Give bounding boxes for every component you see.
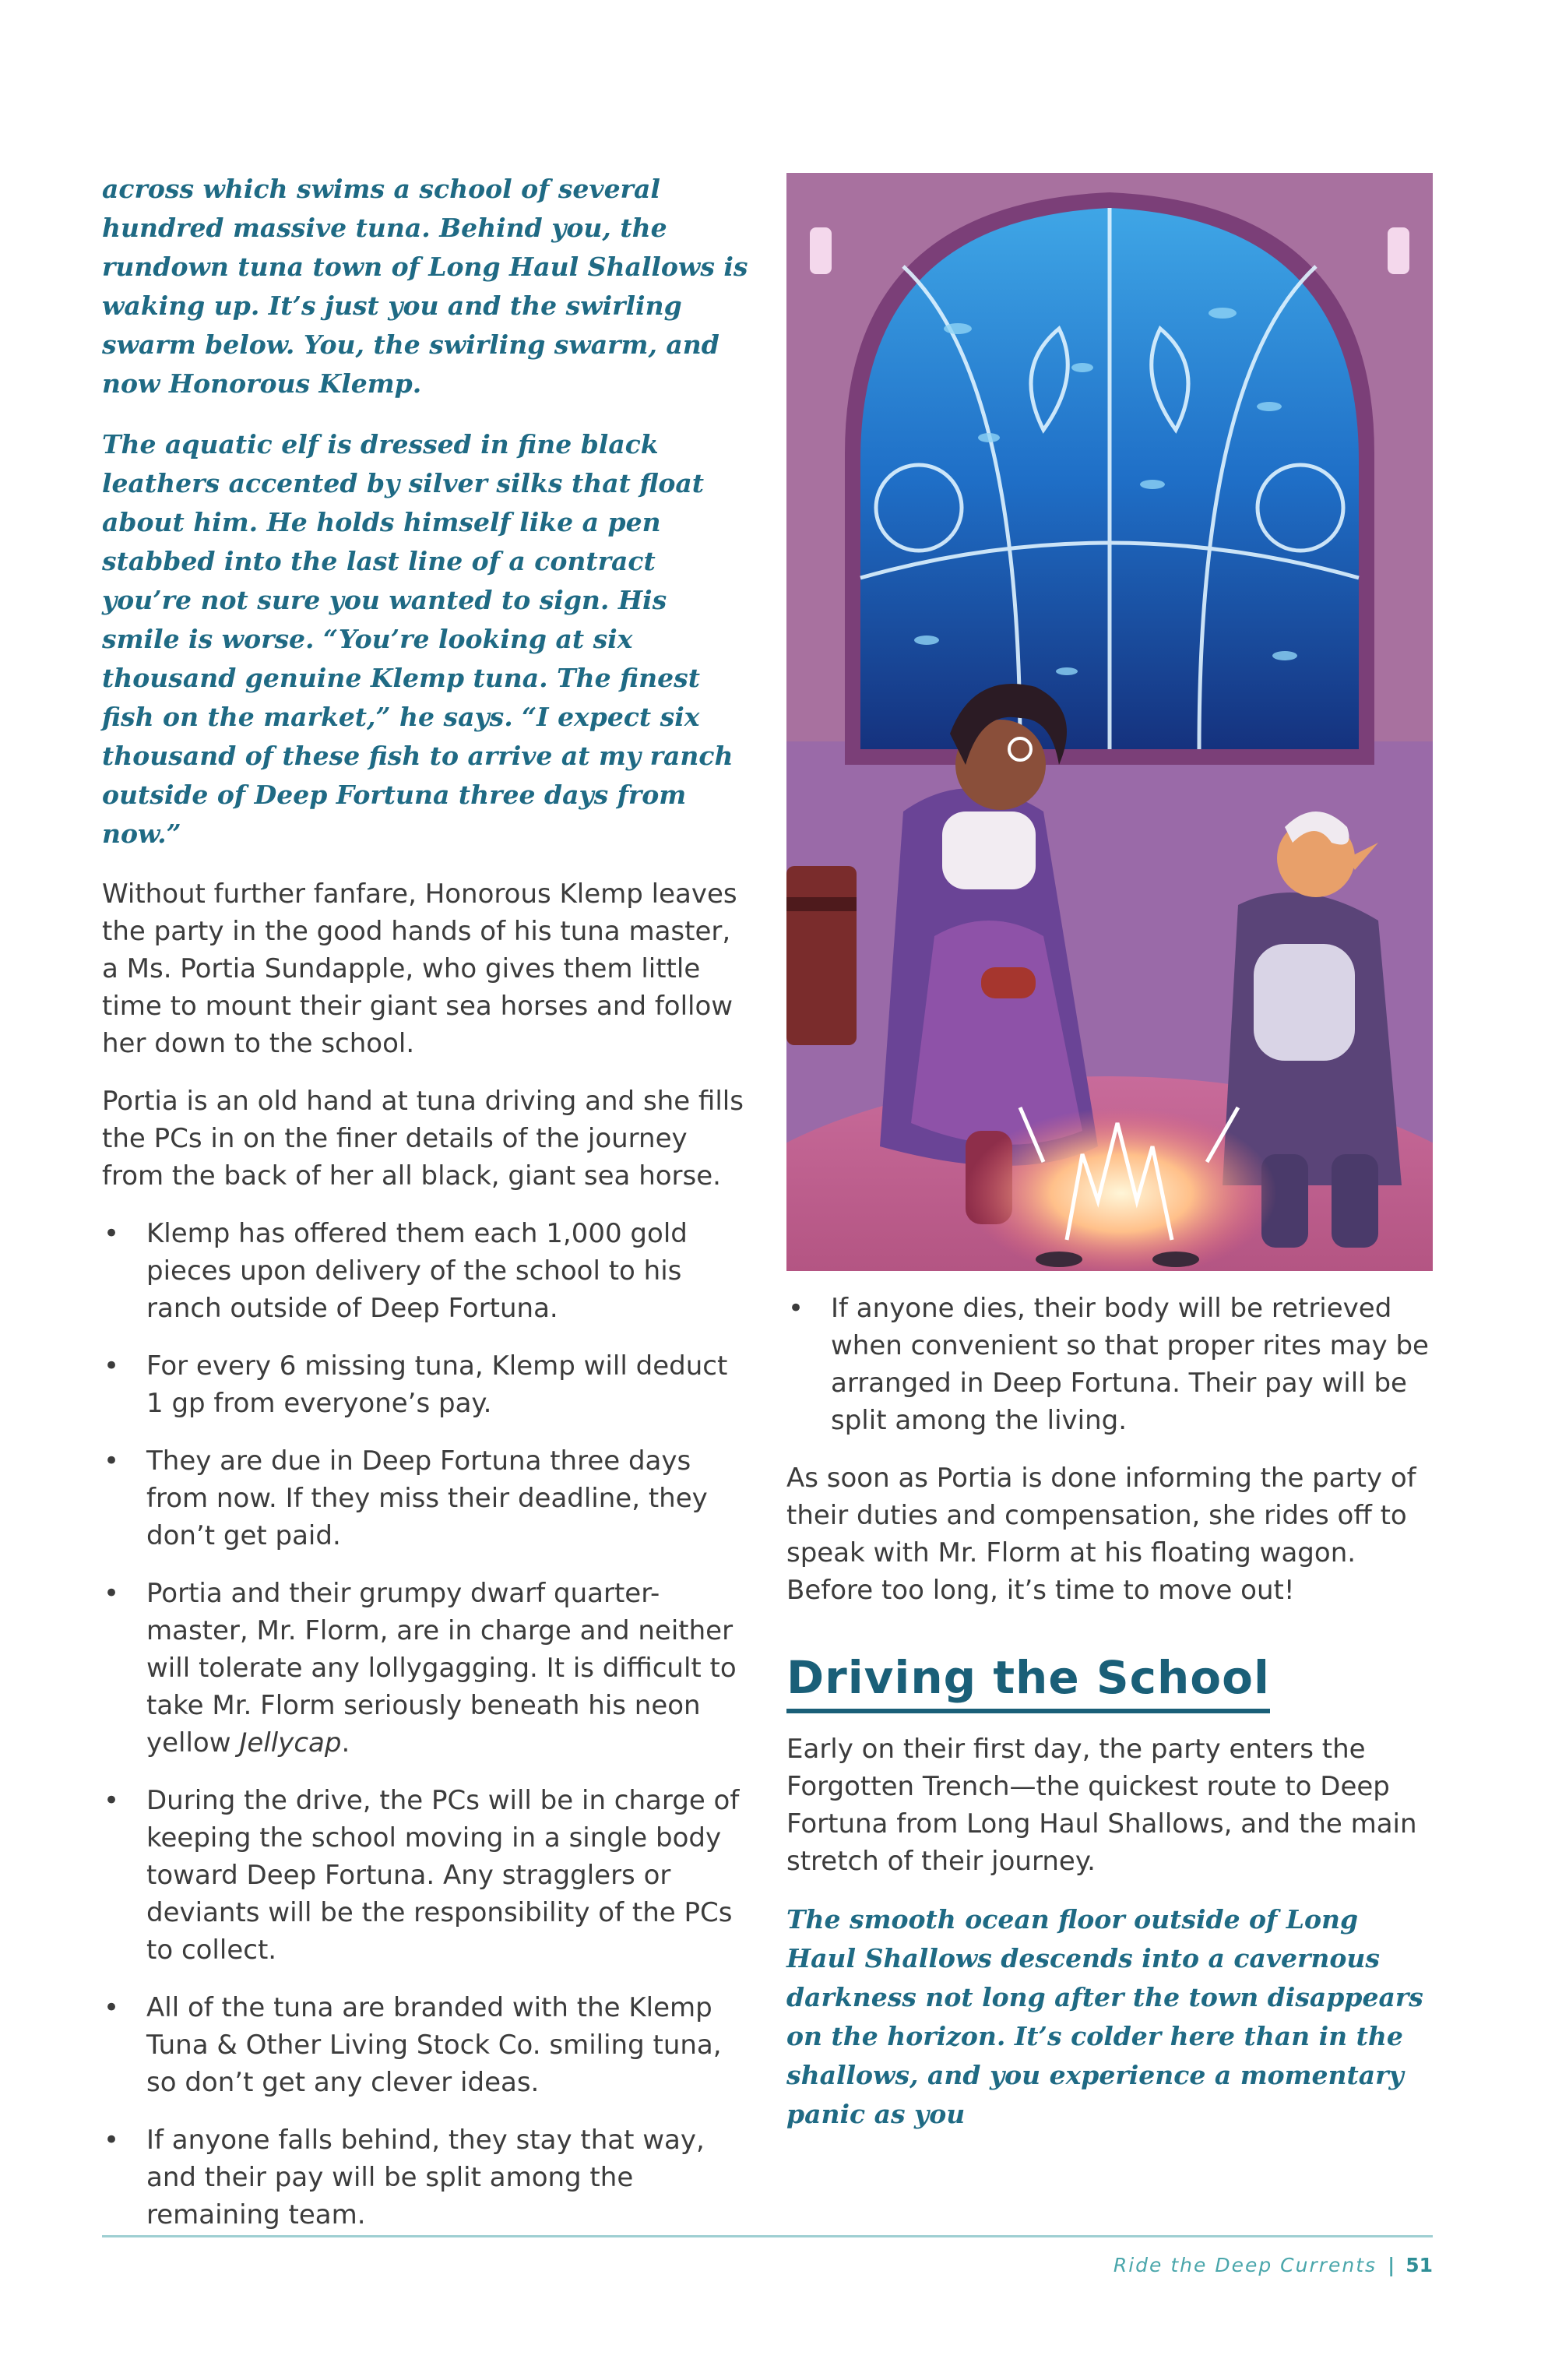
illustration-art xyxy=(786,173,1433,1271)
list-item: • Klemp has offered them each 1,000 gold pieces upon delivery of the school to his ranch outside of Deep Fortuna. xyxy=(102,1215,750,1327)
flavor-text-2: The aquatic elf is dressed in fine black leathers accented by silver silks that float about him. He holds himself like a pen stabbed into the last line of a contract you’re not sure you wanted to sign. His smile is worse. “You’re looking at six thousand genuine Klemp tuna. The finest fish on the market,” he says. “I expect six thousand of these fish to arrive at my ranch outside of Deep Fortuna three days from now.” xyxy=(102,429,734,849)
bullet-icon: • xyxy=(104,1350,120,1382)
bullet-icon: • xyxy=(104,1578,120,1609)
footer-separator: | xyxy=(1388,2254,1395,2276)
bullet-icon: • xyxy=(788,1293,804,1324)
paragraph-1: Without further fanfare, Honorous Klemp leaves the party in the good hands of his tuna master, a Ms. Portia Sundapple, who gives them little time to mount their giant sea horses and follow her down to the school. xyxy=(102,878,737,1059)
flavor-text-3: The smooth ocean floor outside of Long Haul Shallows descends into a cavernous darkness not long after the town disappears on the horizon. It’s colder here than in the shallows, and you experience a momentary panic as you xyxy=(786,1904,1423,2129)
paragraph-3: As soon as Portia is done informing the party of their duties and compensation, she rides off to speak with Mr. Florm at his floating wagon. Before too long, it’s time to move out! xyxy=(786,1463,1416,1606)
section-heading: Driving the School xyxy=(786,1651,1270,1713)
right-column xyxy=(786,1290,1433,2156)
list-item: • For every 6 missing tuna, Klemp will deduct 1 gp from everyone’s pay. xyxy=(102,1347,750,1422)
book-title: Ride the Deep Currents xyxy=(1113,2254,1377,2276)
bullet-icon: • xyxy=(104,1785,120,1816)
list-item: • During the drive, the PCs will be in charge of keeping the school moving in a single body toward Deep Fortuna. Any stragglers or deviants will be the responsibility of the PCs to collect. xyxy=(102,1782,750,1969)
bullet-icon: • xyxy=(104,1445,120,1477)
list-item: • If anyone dies, their body will be retrieved when convenient so that proper rites may be arranged in Deep Fortuna. Their pay will be split among the living. xyxy=(786,1290,1433,1439)
flavor-text-1: across which swims a school of several hundred massive tuna. Behind you, the rundown tuna town of Long Haul Shallows is waking up. It’s just you and the swirling swarm below. You, the swirling swarm, and now Honorous Klemp. xyxy=(102,174,748,399)
list-item: • If anyone falls behind, they stay that way, and their pay will be split among the remaining team. xyxy=(102,2121,750,2234)
paragraph-2: Portia is an old hand at tuna driving and she fills the PCs in on the finer details of the journey from the back of her all black, giant sea horse. xyxy=(102,1086,744,1192)
list-item: • They are due in Deep Fortuna three days from now. If they miss their deadline, they don’t get paid. xyxy=(102,1442,750,1554)
bullet-list xyxy=(102,1215,750,2234)
illustration xyxy=(786,173,1433,1271)
item-name-jellycap: Jellycap xyxy=(239,1727,342,1759)
left-column xyxy=(102,170,750,2254)
bullet-icon: • xyxy=(104,2125,120,2156)
list-item: • All of the tuna are branded with the Klemp Tuna & Other Living Stock Co. smiling tuna, so don’t get any clever ideas. xyxy=(102,1989,750,2101)
bullet-list-continued xyxy=(786,1290,1433,1439)
paragraph-4: Early on their first day, the party enters the Forgotten Trench—the quickest route to Deep Fortuna from Long Haul Shallows, and the main stretch of their journey. xyxy=(786,1734,1417,1877)
page-footer xyxy=(1114,2254,1433,2276)
bullet-icon: • xyxy=(104,1218,120,1249)
bullet-icon: • xyxy=(104,1992,120,2023)
list-item: • Portia and their grumpy dwarf quarter-master, Mr. Florm, are in charge and neither will tolerate any lollygagging. It is difficult to take Mr. Florm seriously beneath his neon yellow Jellycap. xyxy=(102,1575,750,1762)
page-number: 51 xyxy=(1406,2254,1433,2276)
footer-divider xyxy=(102,2235,1433,2237)
